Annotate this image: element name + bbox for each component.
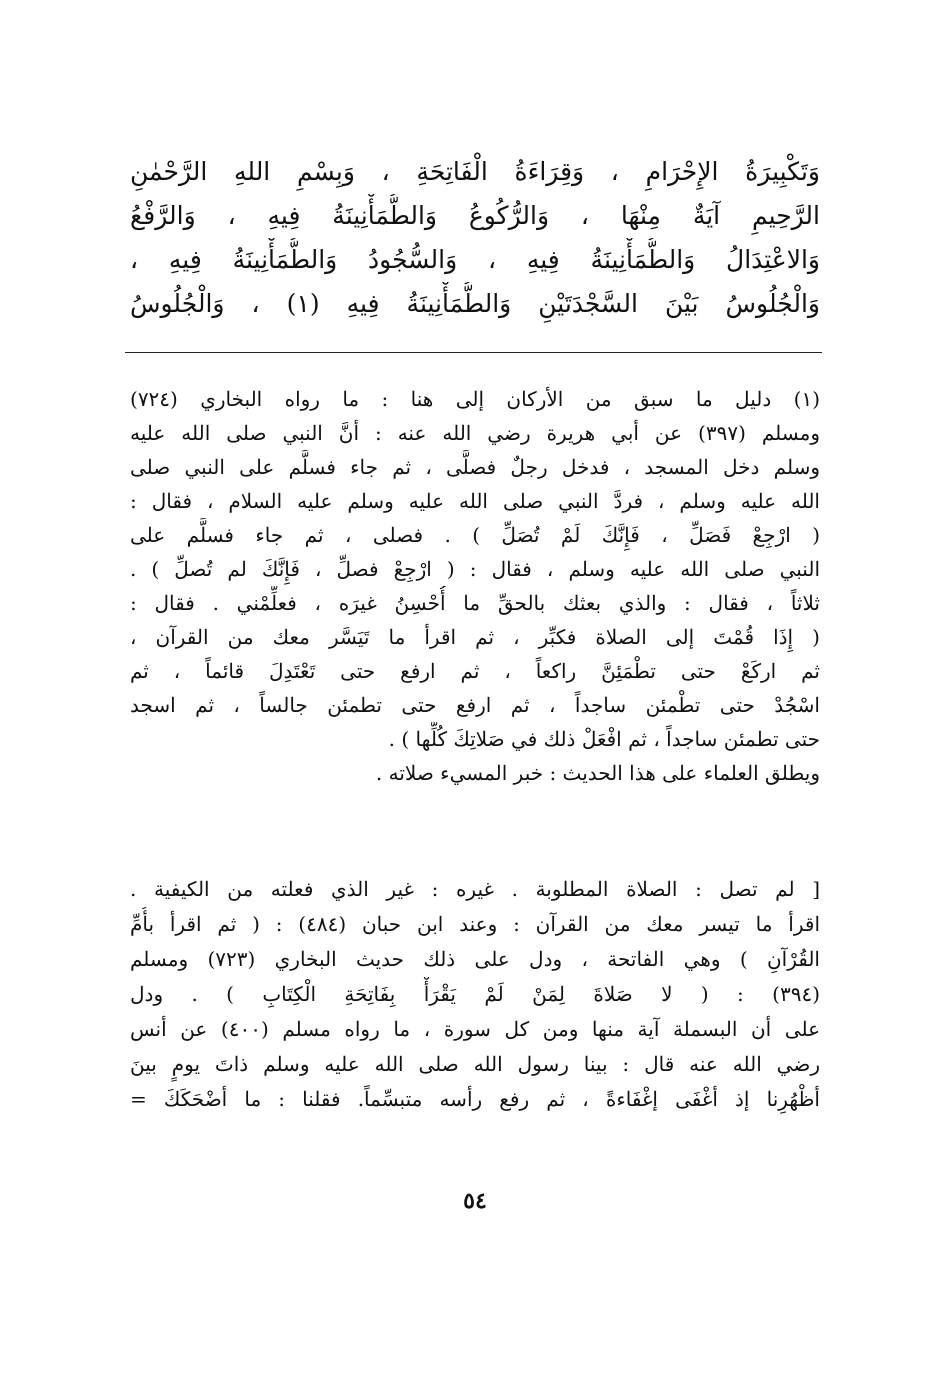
footnote-line: ويطلق العلماء على هذا الحديث : خبر المسيء صلاته . [375, 761, 820, 785]
main-text [130, 150, 820, 326]
main-text-line: الرَّحِيمِ آيَةٌ مِنْهَا ، وَالرُّكُوعُ وَالطُّمَأْنِينَةُ فِيهِ ، وَالرَّفْعُ [130, 201, 820, 230]
main-text-line: وَتَكْبِيرَةُ الإِحْرَامِ ، وَقِرَاءَةُ الْفَاتِحَةِ ، وَبِسْمِ اللهِ الرَّحْمٰنِ [130, 157, 820, 186]
footnote-line: ثم اركَعْ حتى تطْمَئِنَّ راكعاً ، ثم ارفع حتى تَعْتَدِلَ قائماً ، ثم [130, 659, 820, 683]
footnote [130, 382, 820, 790]
commentary-line: على أن البسملة آية منها ومن كل سورة ، ما رواه مسلم (٤٠٠) عن أنس [130, 1017, 820, 1041]
footnote-line: ( ارْجِعْ فَصَلِّ ، فَإِنَّكَ لَمْ تُصَلِّ ) . فصلى ، ثم جاء فسلَّم على [130, 523, 820, 547]
footnote-line: اسْجُدْ حتى تطْمئن ساجداً ، ثم ارفع حتى تطمئن جالساً ، ثم اسجد [130, 693, 820, 717]
commentary-line: أظْهُرِنا إذ أغْفَى إغْفَاءةً ، ثم رفع رأسه متبسِّماً. فقلنا : ما أضْحَكَكَ = [130, 1087, 820, 1111]
page-number: ٥٤ [463, 1188, 487, 1214]
footnote-divider [125, 352, 822, 353]
commentary-line: رضي الله عنه قال : بينا رسول الله صلى الله عليه وسلم ذاتَ يومٍ بينَ [130, 1052, 820, 1076]
footnote-line: ثلاثاً ، فقال : والذي بعثك بالحقِّ ما أُحْسِنُ غيرَه ، فعلِّمْني . فقال : [130, 591, 820, 615]
commentary [130, 872, 820, 1117]
footnote-line: الله عليه وسلم ، فردَّ النبي صلى الله عليه وسلم عليه السلام ، فقال : [130, 489, 820, 513]
commentary-line: القُرْآنِ ) وهي الفاتحة ، ودل على ذلك حديث البخاري (٧٢٣) ومسلم [130, 947, 820, 971]
footnote-line: وسلم دخل المسجد ، فدخل رجلٌ فصلَّى ، ثم جاء فسلَّم على النبي صلى [130, 455, 820, 479]
commentary-line: [ لم تصل : الصلاة المطلوبة . غيره : غير الذي فعلته من الكيفية . [130, 877, 820, 901]
main-text-line: وَالاعْتِدَالُ وَالطُّمَأْنِينَةُ فِيهِ ، وَالسُّجُودُ وَالطُّمَأْنِينَةُ فِيهِ ، [130, 245, 820, 274]
commentary-line: (٣٩٤) : ( لا صَلاةَ لِمَنْ لَمْ يَقْرَأْ بِفَاتِحَةِ الْكِتَابِ ) . ودل [130, 982, 820, 1006]
footnote-line: النبي صلى الله عليه وسلم ، فقال : ( ارْجِعْ فصلِّ ، فَإِنَّكَ لم تُصلِّ ) . [130, 557, 820, 581]
footnote-line: ومسلم (٣٩٧) عن أبي هريرة رضي الله عنه : أنَّ النبي صلى الله عليه [130, 421, 820, 445]
footnote-line: (١) دليل ما سبق من الأركان إلى هنا : ما رواه البخاري (٧٢٤) [130, 387, 820, 411]
footnote-line: ( إِذَا قُمْتَ إلى الصلاة فكبِّر ، ثم اقرأ ما تَيَسَّر معك من القرآن ، [130, 625, 820, 649]
commentary-line: اقرأ ما تيسر معك من القرآن : وعند ابن حبان (٤٨٤) : ( ثم اقرأ بأُمِّ [130, 912, 820, 936]
main-text-line: وَالْجُلُوسُ بَيْنَ السَّجْدَتَيْنِ وَالطُّمَأْنِينَةُ فِيهِ (١) ، وَالْجُلُوسُ [130, 289, 820, 318]
footnote-line: حتى تطمئن ساجداً ، ثم افْعَلْ ذلك في صَلاتِكَ كُلِّها ) . [388, 727, 820, 751]
